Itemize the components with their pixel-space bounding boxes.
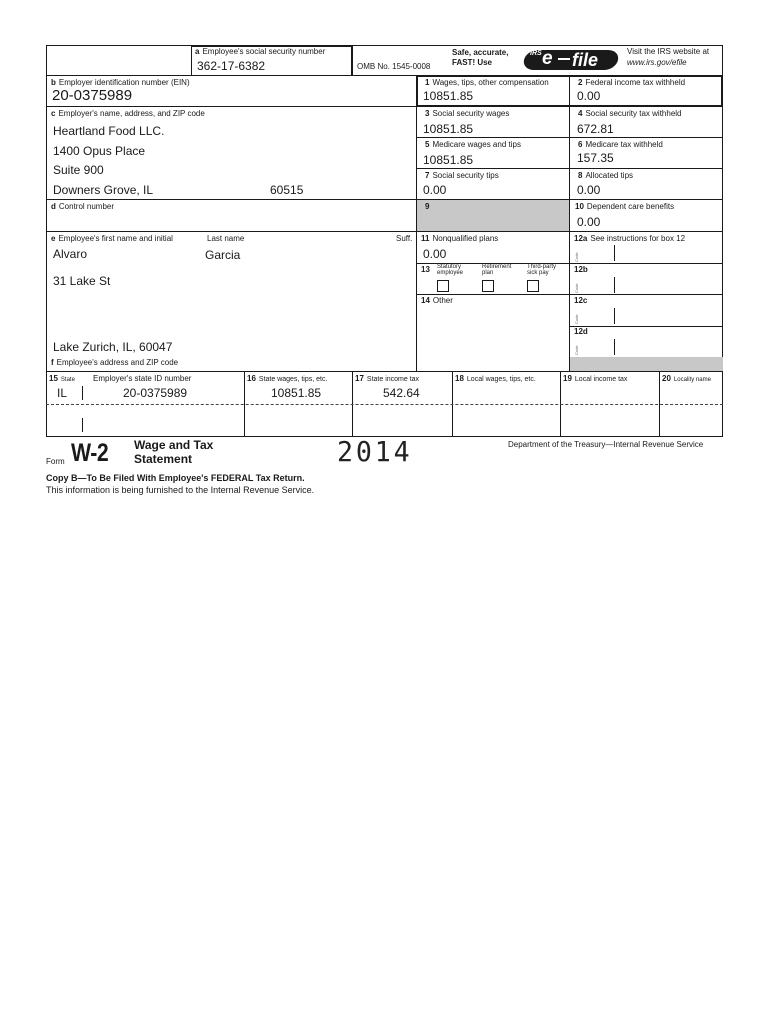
dashed-divider: [46, 404, 723, 405]
employer-zip: 60515: [270, 183, 304, 197]
box12b-code-separator: [614, 277, 615, 293]
box12b-code-label: Code: [574, 283, 579, 293]
col-divider: [351, 45, 353, 76]
box20-label: 20 Locality name: [662, 374, 711, 383]
row-divider: [569, 326, 723, 327]
box4-value: 672.81: [577, 122, 614, 136]
employer-suite: Suite 900: [53, 163, 104, 177]
row-divider: [569, 263, 723, 264]
col-divider: [191, 45, 192, 76]
department-line: Department of the Treasury—Internal Revenue Service: [508, 440, 704, 449]
box19-label: 19 Local income tax: [563, 374, 628, 383]
employer-city-state: Downers Grove, IL: [53, 183, 154, 197]
employee-street: 31 Lake St: [53, 274, 111, 288]
form-code: W-2: [71, 439, 109, 467]
box2-label: 2 Federal income tax withheld: [578, 78, 686, 87]
state-value: IL: [57, 386, 68, 400]
box12c-code-separator: [614, 308, 615, 324]
tax-year: 2014: [337, 435, 413, 468]
box10-value: 0.00: [577, 215, 601, 229]
box11-label: 11 Nonqualified plans: [421, 234, 499, 243]
box3-label: 3 Social security wages: [425, 109, 510, 118]
retirement-plan-label: Retirement plan: [482, 264, 512, 276]
state-wages-value: 10851.85: [271, 386, 322, 400]
retirement-plan-checkbox[interactable]: [482, 280, 494, 292]
employer-name: Heartland Food LLC.: [53, 124, 165, 138]
box3-value: 10851.85: [423, 122, 474, 136]
omb-number: OMB No. 1545-0008: [357, 62, 431, 71]
employee-city: Lake Zurich, IL, 60047: [53, 340, 173, 354]
box7-value: 0.00: [423, 183, 447, 197]
state-income-tax-value: 542.64: [383, 386, 420, 400]
box16-label: 16 State wages, tips, etc.: [247, 374, 328, 383]
employee-last-name: Garcia: [205, 248, 241, 262]
irs-info-line: This information is being furnished to the Internal Revenue Service.: [46, 485, 315, 495]
row-divider: [46, 231, 723, 232]
ein-value: 20-0375989: [52, 87, 133, 104]
row-divider: [569, 294, 723, 295]
box6-label: 6 Medicare tax withheld: [578, 140, 663, 149]
last-name-label: Last name: [207, 234, 245, 243]
third-party-sick-pay-label: Third-party sick pay: [527, 264, 557, 276]
ssn-label: a Employee's social security number: [195, 47, 326, 56]
box12a-code-separator: [614, 245, 615, 261]
box1-value: 10851.85: [423, 89, 474, 103]
box12b-label: 12b: [574, 265, 588, 274]
ein-label: b Employer identification number (EIN): [51, 78, 190, 87]
form-word: Form: [46, 457, 65, 466]
box12-shade: [570, 357, 723, 371]
box18-label: 18 Local wages, tips, etc.: [455, 374, 536, 383]
efile-tagline-2: FAST! Use: [452, 58, 493, 67]
form-title-1: Wage and Tax: [134, 438, 214, 452]
box8-label: 8 Allocated tips: [578, 171, 634, 180]
box8-value: 0.00: [577, 183, 601, 197]
row-divider: [416, 137, 723, 138]
employee-first-name: Alvaro: [53, 247, 88, 261]
efile-tagline-1: Safe, accurate,: [452, 48, 509, 57]
box5-value: 10851.85: [423, 153, 474, 167]
box12c-label: 12c: [574, 296, 588, 305]
state-id-separator: [82, 386, 83, 400]
row-divider: [416, 168, 723, 169]
box4-label: 4 Social security tax withheld: [578, 109, 682, 118]
row-divider: [46, 371, 723, 372]
ssn-value: 362-17-6382: [197, 59, 266, 73]
box12a-label: 12a See instructions for box 12: [574, 234, 686, 243]
box12a-code-label: Code: [574, 252, 579, 262]
statutory-employee-label: Statutory employee: [437, 264, 464, 276]
employee-address-label: f Employee's address and ZIP code: [51, 358, 179, 367]
box9-shade: [417, 200, 569, 231]
statutory-employee-checkbox[interactable]: [437, 280, 449, 292]
box11-value: 0.00: [423, 247, 447, 261]
box7-label: 7 Social security tips: [425, 171, 499, 180]
box6-value: 157.35: [577, 151, 614, 165]
control-number-label: d Control number: [51, 202, 115, 211]
copy-b-line: Copy B—To Be Filed With Employee's FEDERAL Tax Return.: [46, 473, 305, 483]
state-id-label: Employer's state ID number: [93, 374, 192, 383]
box13-label: 13: [421, 265, 430, 274]
box12d-code-label: Code: [574, 345, 579, 355]
box12d-label: 12d: [574, 327, 588, 336]
box12c-code-label: Code: [574, 314, 579, 324]
efile-logo: IRS e file: [524, 48, 620, 72]
third-party-sick-pay-checkbox[interactable]: [527, 280, 539, 292]
row-divider: [46, 199, 723, 200]
box15-label: 15 State: [49, 374, 75, 383]
box10-label: 10 Dependent care benefits: [575, 202, 675, 211]
box2-value: 0.00: [577, 89, 601, 103]
box14-label: 14 Other: [421, 296, 453, 305]
irs-efile-url: www.irs.gov/efile: [627, 58, 687, 67]
employer-info-label: c Employer's name, address, and ZIP code: [51, 109, 205, 118]
box12d-code-separator: [614, 339, 615, 355]
irs-visit-text: Visit the IRS website at: [627, 47, 710, 56]
box5-label: 5 Medicare wages and tips: [425, 140, 521, 149]
box9-label: 9: [425, 202, 430, 211]
box1-label: 1 Wages, tips, other compensation: [425, 78, 549, 87]
form-title-2: Statement: [134, 452, 193, 466]
suffix-label: Suff.: [396, 234, 413, 243]
state-id-separator: [82, 418, 83, 432]
employee-name-label: e Employee's first name and initial: [51, 234, 173, 243]
row-divider: [416, 294, 569, 295]
row-divider: [46, 106, 416, 107]
employer-street: 1400 Opus Place: [53, 144, 146, 158]
state-id-value: 20-0375989: [123, 386, 188, 400]
box17-label: 17 State income tax: [355, 374, 420, 383]
